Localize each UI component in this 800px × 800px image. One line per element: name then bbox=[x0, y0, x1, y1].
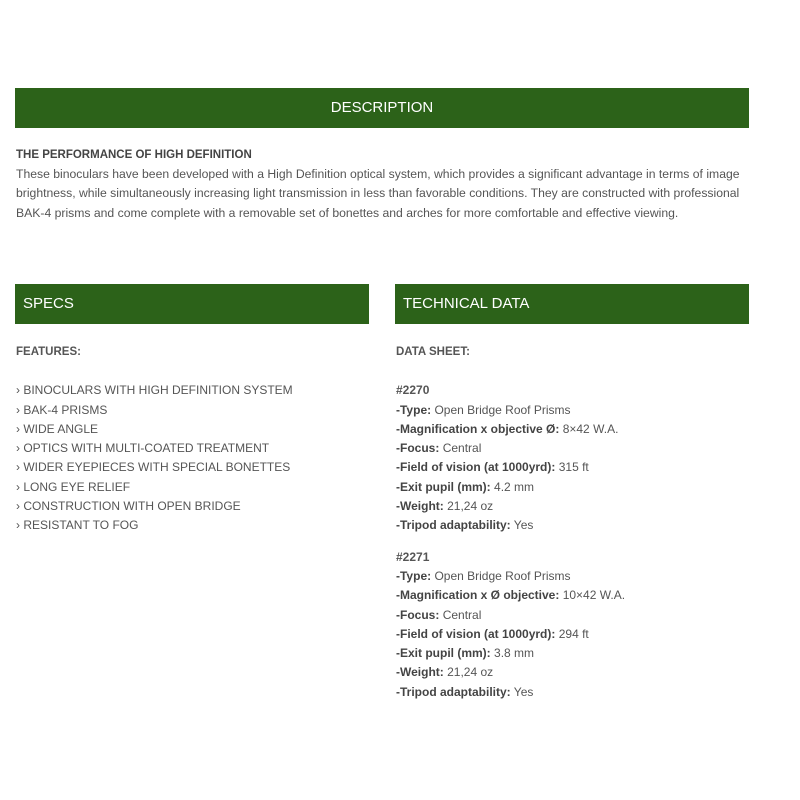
spec-row-field-of-vision bbox=[396, 625, 746, 644]
spec-label: -Weight: bbox=[396, 665, 444, 680]
spec-row-magnification bbox=[396, 586, 746, 605]
description-header-bar bbox=[15, 88, 749, 128]
feature-item: › BINOCULARS WITH HIGH DEFINITION SYSTEM bbox=[16, 383, 293, 398]
specs-section bbox=[16, 343, 366, 536]
features-title: FEATURES: bbox=[16, 346, 81, 358]
feature-item: › WIDER EYEPIECES WITH SPECIAL BONETTES bbox=[16, 460, 291, 475]
spec-row-exit-pupil bbox=[396, 644, 746, 663]
spec-label: -Tripod adaptability: bbox=[396, 684, 511, 699]
model-code: #2270 bbox=[396, 383, 430, 398]
spec-label: -Tripod adaptability: bbox=[396, 518, 511, 533]
description-section bbox=[16, 146, 756, 223]
spec-label: -Magnification x Ø objective: bbox=[396, 588, 560, 603]
spec-value: 10×42 W.A. bbox=[562, 588, 626, 603]
description-heading: THE PERFORMANCE OF HIGH DEFINITION bbox=[16, 149, 252, 161]
model-code: #2271 bbox=[396, 549, 430, 564]
spec-value: Open Bridge Roof Prisms bbox=[434, 402, 571, 417]
feature-item: › WIDE ANGLE bbox=[16, 421, 99, 436]
spec-label: -Exit pupil (mm): bbox=[396, 646, 491, 661]
feature-item: › BAK-4 PRISMS bbox=[16, 402, 108, 417]
model-block-2270 bbox=[396, 381, 746, 535]
spec-value: 315 ft bbox=[558, 460, 589, 475]
spec-value: Central bbox=[442, 607, 482, 622]
specs-header-bar bbox=[15, 284, 369, 324]
specs-header-title: SPECS bbox=[23, 295, 74, 312]
feature-item: › OPTICS WITH MULTI-COATED TREATMENT bbox=[16, 441, 270, 456]
technical-header-title: TECHNICAL DATA bbox=[403, 295, 530, 312]
spec-label: -Focus: bbox=[396, 607, 440, 622]
feature-item: › LONG EYE RELIEF bbox=[16, 479, 131, 494]
spec-value: 21,24 oz bbox=[447, 499, 494, 514]
features-list bbox=[16, 381, 366, 535]
spec-value: 294 ft bbox=[558, 626, 589, 641]
technical-section bbox=[396, 343, 746, 714]
spec-row-magnification bbox=[396, 420, 746, 439]
spec-row-weight bbox=[396, 497, 746, 516]
spec-row-field-of-vision bbox=[396, 458, 746, 477]
spec-row-type bbox=[396, 567, 746, 586]
spec-value: 3.8 mm bbox=[494, 646, 535, 661]
feature-item: › RESISTANT TO FOG bbox=[16, 518, 139, 533]
spec-value: Open Bridge Roof Prisms bbox=[434, 568, 571, 583]
feature-item: › CONSTRUCTION WITH OPEN BRIDGE bbox=[16, 499, 241, 514]
spec-label: -Focus: bbox=[396, 441, 440, 456]
spec-value: 8×42 W.A. bbox=[562, 421, 619, 436]
technical-header-bar bbox=[395, 284, 749, 324]
spec-label: -Magnification x objective Ø: bbox=[396, 421, 560, 436]
spec-label: -Field of vision (at 1000yrd): bbox=[396, 626, 556, 641]
spec-row-exit-pupil bbox=[396, 478, 746, 497]
spec-value: Central bbox=[442, 441, 482, 456]
spec-label: -Type: bbox=[396, 402, 432, 417]
description-header-title: DESCRIPTION bbox=[330, 99, 434, 116]
spec-row-tripod bbox=[396, 516, 746, 535]
spec-label: -Exit pupil (mm): bbox=[396, 479, 491, 494]
spec-label: -Type: bbox=[396, 568, 432, 583]
spec-label: -Field of vision (at 1000yrd): bbox=[396, 460, 556, 475]
spec-value: 21,24 oz bbox=[447, 665, 494, 680]
spec-value: Yes bbox=[513, 518, 534, 533]
spec-row-tripod bbox=[396, 683, 746, 702]
spec-label: -Weight: bbox=[396, 499, 444, 514]
model-block-2271 bbox=[396, 548, 746, 702]
spec-row-type bbox=[396, 401, 746, 420]
data-sheet-title: DATA SHEET: bbox=[396, 346, 470, 358]
spec-row-focus bbox=[396, 439, 746, 458]
spec-row-weight bbox=[396, 663, 746, 682]
spec-value: Yes bbox=[513, 684, 534, 699]
spec-value: 4.2 mm bbox=[494, 479, 535, 494]
description-body: These binoculars have been developed with a High Definition optical system, which provides a significant advantage in terms of image brightness, while simultaneously increasing light transmission in less than favorable conditions. They are constructed with professional BAK-4 prisms and come complete with a removable set of bonettes and arches for more comfortable and effective viewing. bbox=[16, 167, 740, 220]
spec-row-focus bbox=[396, 606, 746, 625]
